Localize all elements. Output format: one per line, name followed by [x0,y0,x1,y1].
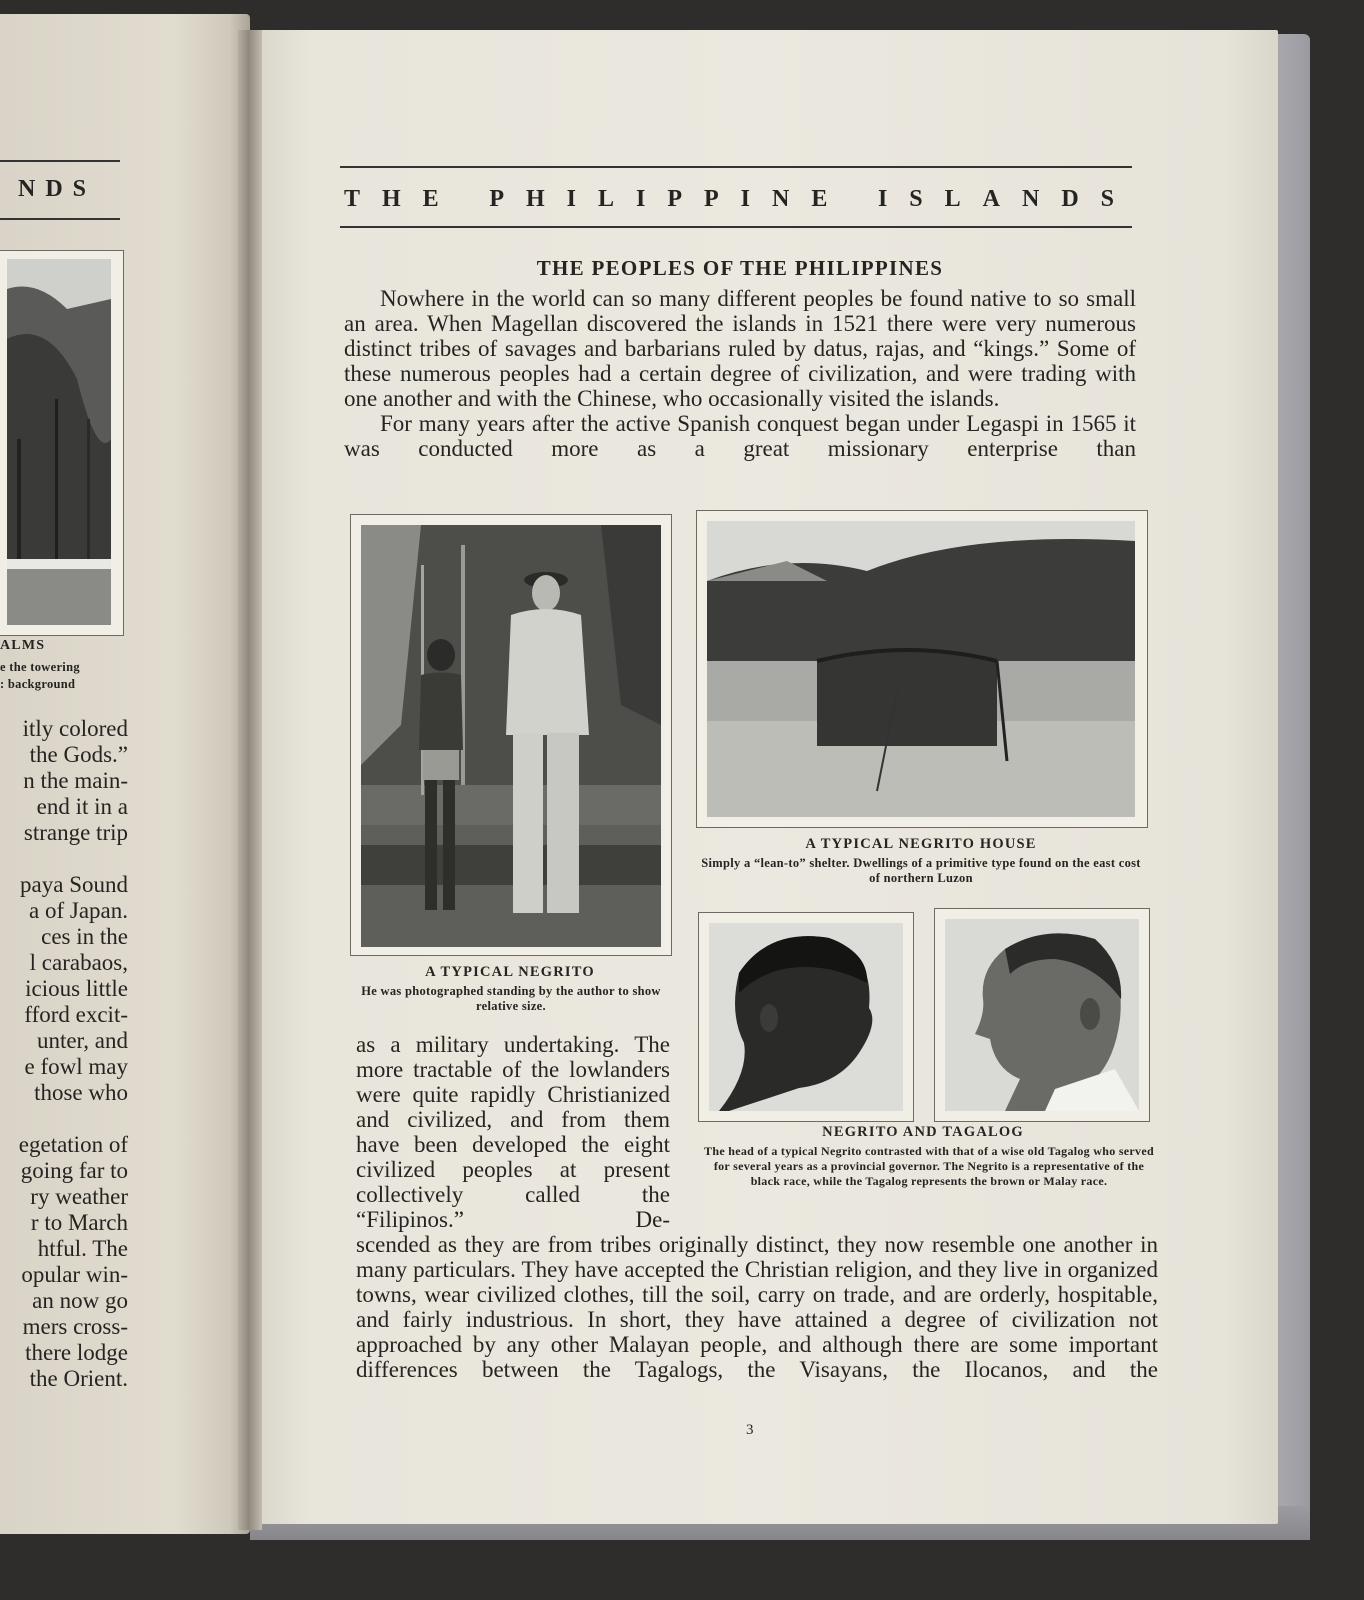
left-page-text-line: r to March [30,1210,128,1235]
negrito-head-photo [709,923,903,1111]
tagalog-head-photo-frame [934,908,1150,1122]
left-page-text [0,716,128,1392]
running-header [344,182,1136,216]
left-page-text-line: icious little [25,976,128,1001]
left-palms-photo-frame [0,250,124,636]
left-page-text-line: strange trip [23,820,128,845]
left-page-text-line [0,846,128,872]
left-header-rule-top [0,160,120,162]
article-paragraph-3-wide [356,1232,1158,1382]
article-intro [344,286,1136,461]
heads-figure-title: NEGRITO AND TAGALOG [822,1124,1024,1140]
left-page-text-line: itly colored [22,716,128,741]
negrito-photo [361,525,661,947]
house-photo-frame [696,510,1148,828]
left-page-text-line: unter, and [36,1028,128,1053]
left-page-text-line: a of Japan. [29,898,128,923]
left-page-text-line: end it in a [36,794,128,819]
left-page-text-line: going far to [20,1158,128,1183]
page-number: 3 [746,1422,754,1438]
left-page-text-line: paya Sound [20,872,128,897]
left-header-rule-bottom [0,218,120,220]
article-paragraph-1: Nowhere in the world can so many different peoples be found native to so small an area. When Magellan discovered the islands in 1521 there were very numerous distinct tribes of savages and barbarians ruled by datus, rajas, and “kings.” Some of these numerous peoples had a certain degree of civilization, and were trading with one another and with the Chinese, who occasionally visited the islands. [344,286,1136,411]
left-page-text-line: the Gods.” [29,742,128,767]
left-caption-line-2: : background [0,677,76,691]
left-page-text-line: those who [34,1080,128,1105]
left-page-text-line: fford excit- [24,1002,128,1027]
tagalog-head-photo [945,919,1139,1111]
negrito-photo-frame [350,514,672,956]
house-figure-caption: Simply a “lean-to” shelter. Dwellings of a primitive type found on the east cost of northern Luzon [701,856,1141,885]
left-page-text-line: htful. The [37,1236,128,1261]
left-page-text-line [0,1106,128,1132]
running-header-word-1: THE [344,185,461,212]
left-page-text-line: ry weather [30,1184,128,1209]
running-header-word-3: ISLANDS [877,185,1136,212]
left-page-text-line: the Orient. [29,1366,128,1391]
left-page-text-line: l carabaos, [29,950,128,975]
negrito-figure-title: A TYPICAL NEGRITO [425,964,595,980]
left-page-text-line: egetation of [18,1132,128,1157]
article-title: THE PEOPLES OF THE PHILIPPINES [536,256,944,280]
article-paragraph-3-part-2: scended as they are from tribes originally distinct, they now resemble one another in many particulars. They have accepted the Christian religion, and they live in organized towns, wear civilized clothes, till the soil, carry on trade, and are orderly, hospitable, and fairly industrious. In short, they have attained a degree of civilization not approached by any other Malayan people, and although there are some important differences between the Tagalogs, the Visayans, the Ilocanos, and the [356,1232,1158,1382]
left-page-text-line: an now go [32,1288,128,1313]
left-page-text-line: e fowl may [24,1054,128,1079]
left-page-text-line: n the main- [23,768,128,793]
running-header-word-2: PHILIPPINE [489,185,850,212]
left-caption-line-1: e the towering [0,660,80,674]
house-figure-title: A TYPICAL NEGRITO HOUSE [805,836,1037,852]
left-running-header: N D S [18,176,89,202]
left-page-text-line: opular win- [21,1262,128,1287]
left-page-text-line: ces in the [41,924,128,949]
header-rule-top [340,166,1132,168]
left-page-text-line: there lodge [25,1340,128,1365]
article-paragraph-3-narrow-column [356,1032,670,1232]
article-paragraph-3-part-1: as a military undertaking. The more tractable of the lowlanders were quite rapidly Christianized and civilized, and from them have been developed the eight civilized peoples at present collectively called the “Filipinos.” De- [356,1032,670,1232]
left-page-text-line: mers cross- [22,1314,128,1339]
house-photo [707,521,1135,817]
heads-figure-caption: The head of a typical Negrito contrasted with that of a wise old Tagalog who served for several years as a provincial governor. The Negrito is a representative of the black race, while the Tagalog represents the brown or Malay race. [704,1144,1154,1188]
left-palms-photo [7,259,111,625]
book-gutter [238,30,262,1530]
negrito-figure-caption: He was photographed standing by the author to show relative size. [361,984,661,1013]
left-caption-title: ALMS [0,638,46,653]
negrito-head-photo-frame [698,912,914,1122]
header-rule-bottom [340,226,1132,228]
article-paragraph-2: For many years after the active Spanish conquest began under Legaspi in 1565 it was conducted more as a great missionary enterprise than [344,411,1136,461]
